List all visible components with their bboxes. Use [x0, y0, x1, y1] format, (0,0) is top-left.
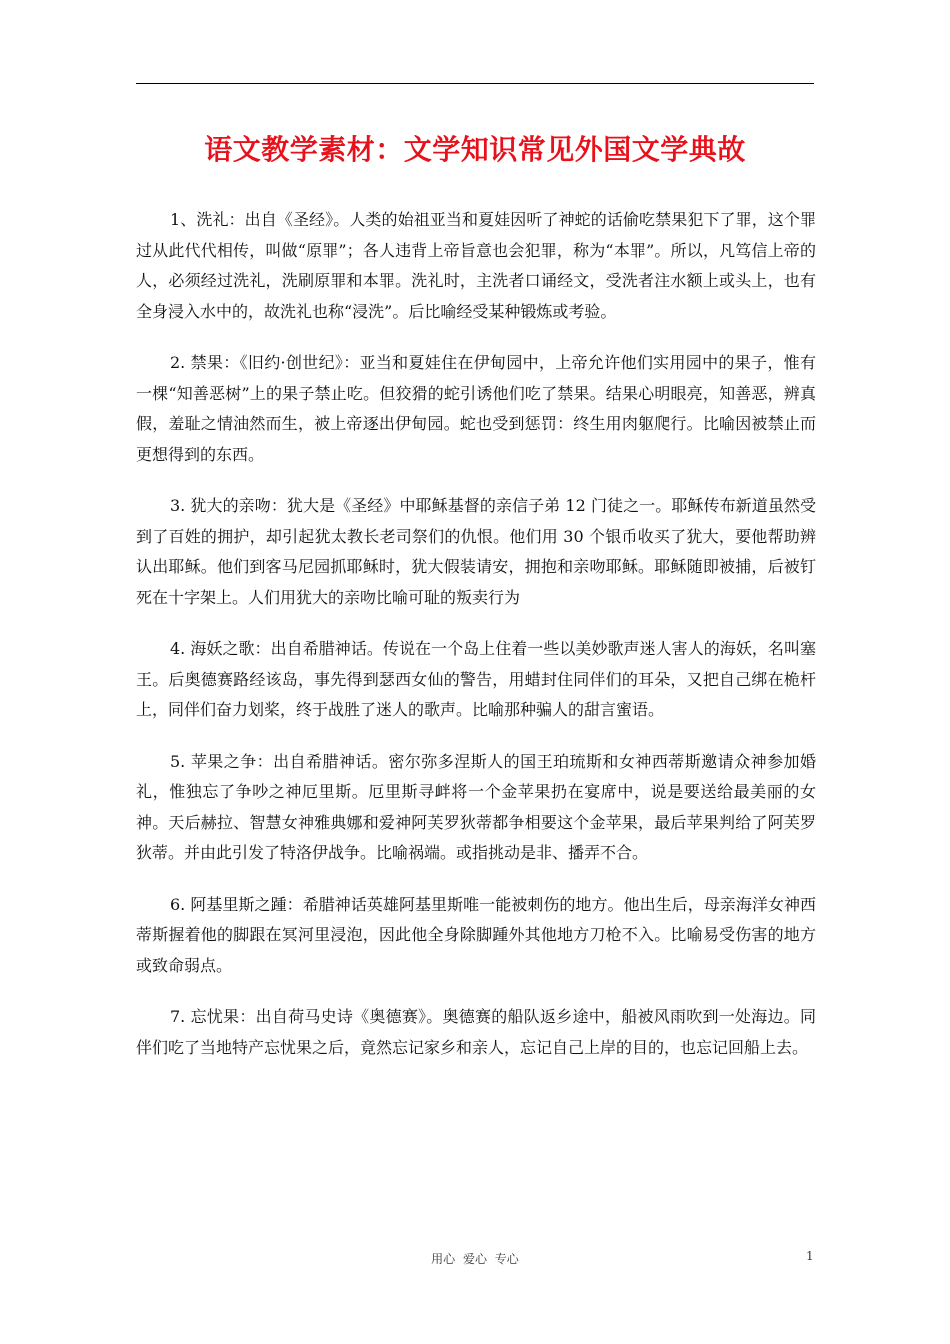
paragraph-baptism: 1、洗礼：出自《圣经》。人类的始祖亚当和夏娃因听了神蛇的话偷吃禁果犯下了罪，这个罪过从此代代相传，叫做“原罪”；各人违背上帝旨意也会犯罪，称为“本罪”。所以，凡笃信上帝的人，必须经过洗礼，洗刷原罪和本罪。洗礼时，主洗者口诵经文，受洗者注水额上或头上，也有全身浸入水中的，故洗礼也称“浸洗”。后比喻经受某种锻炼或考验。 — [136, 210, 816, 321]
header-rule — [136, 83, 814, 84]
paragraph-achilles-heel: 6. 阿基里斯之踵：希腊神话英雄阿基里斯唯一能被刺伤的地方。他出生后，母亲海洋女神西蒂斯握着他的脚跟在冥河里浸泡，因此他全身除脚踵外其他地方刀枪不入。比喻易受伤害的地方或致命弱点。 — [136, 894, 816, 975]
paragraph-judas-kiss: 3. 犹大的亲吻：犹大是《圣经》中耶稣基督的亲信子弟 12 门徒之一。耶稣传布新道虽然受到了百姓的拥护，却引起犹太教长老司祭们的仇恨。他们用 30 个银币收买了犹大，要他帮助辨认出耶稣。他们到客马尼园抓耶稣时，犹大假装请安，拥抱和亲吻耶稣。耶稣随即被捕，后被钉死在十字架上。人们用犹大的亲吻比喻可耻的叛卖行为 — [136, 496, 816, 607]
paragraph-siren-song: 4. 海妖之歌：出自希腊神话。传说在一个岛上住着一些以美妙歌声迷人害人的海妖，名叫塞王。后奥德赛路经该岛，事先得到瑟西女仙的警告，用蜡封住同伴们的耳朵，又把自己绑在桅杆上，同伴们奋力划桨，终于战胜了迷人的歌声。比喻那种骗人的甜言蜜语。 — [136, 639, 816, 719]
document-body — [136, 205, 816, 1084]
paragraph-lotus-fruit: 7. 忘忧果：出自荷马史诗《奥德赛》。奥德赛的船队返乡途中，船被风雨吹到一处海边。同伴们吃了当地特产忘忧果之后，竟然忘记家乡和亲人，忘记自己上岸的目的，也忘记回船上去。 — [136, 1007, 816, 1057]
paragraph-forbidden-fruit: 2. 禁果：《旧约·创世纪》：亚当和夏娃住在伊甸园中，上帝允许他们实用园中的果子，惟有一棵“知善恶树”上的果子禁止吃。但狡猾的蛇引诱他们吃了禁果。结果心明眼亮，知善恶，辨真假，羞耻之情油然而生，被上帝逐出伊甸园。蛇也受到惩罚：终生用肉躯爬行。比喻因被禁止而更想得到的东西。 — [136, 353, 816, 464]
page-number: 1 — [806, 1249, 814, 1263]
document-title: 语文教学素材：文学知识常见外国文学典故 — [204, 133, 746, 166]
paragraph-apple-of-discord: 5. 苹果之争：出自希腊神话。密尔弥多涅斯人的国王珀琉斯和女神西蒂斯邀请众神参加婚礼，惟独忘了争吵之神厄里斯。厄里斯寻衅将一个金苹果扔在宴席中，说是要送给最美丽的女神。天后赫拉、智慧女神雅典娜和爱神阿芙罗狄蒂都争相要这个金苹果，最后苹果判给了阿芙罗狄蒂。并由此引发了特洛伊战争。比喻祸端。或指挑动是非、播弄不合。 — [136, 751, 816, 862]
footer-motto: 用心 爱心 专心 — [431, 1252, 519, 1266]
